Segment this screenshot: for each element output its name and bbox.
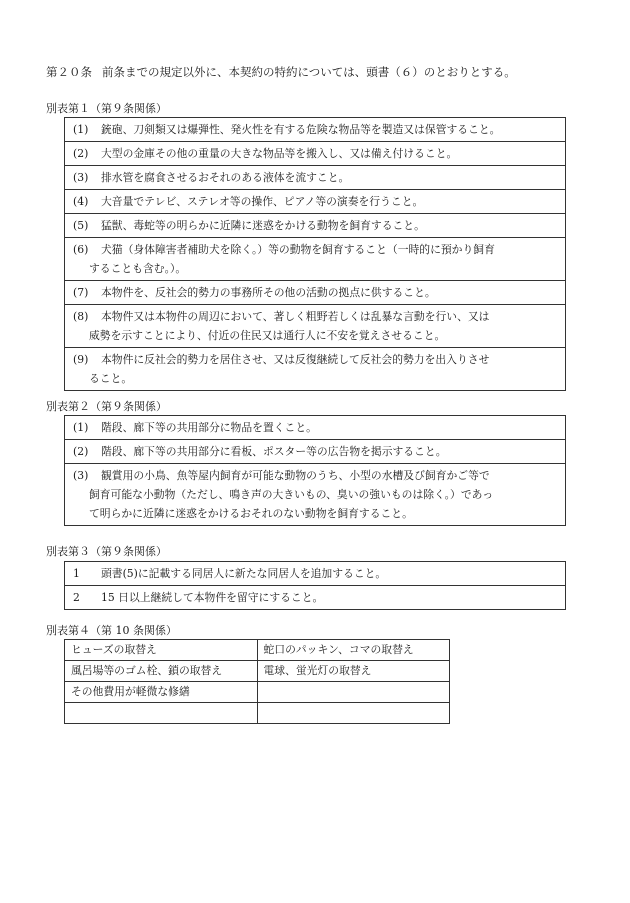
table-cell xyxy=(65,586,566,610)
table-row xyxy=(65,661,450,682)
row-text-line xyxy=(73,466,557,485)
row-text-line xyxy=(73,216,557,235)
table-cell xyxy=(65,190,566,214)
table-row xyxy=(65,281,566,305)
row-text: 威勢を示すことにより、付近の住民又は通行人に不安を覚えさせること。 xyxy=(89,329,446,342)
table-cell xyxy=(65,142,566,166)
row-text: することも含む。）。 xyxy=(89,262,187,275)
row-number: (6) xyxy=(73,243,89,256)
row-text: ること。 xyxy=(89,372,133,385)
row-number: 2 xyxy=(73,591,80,604)
row-text: 排水管を腐食させるおそれのある液体を流すこと。 xyxy=(101,171,350,184)
row-text-line xyxy=(73,418,557,437)
row-number: (1) xyxy=(73,123,89,136)
table3 xyxy=(64,561,566,610)
row-text: 大音量でテレビ、ステレオ等の操作、ピアノ等の演奏を行うこと。 xyxy=(101,195,424,208)
table-cell: 風呂場等のゴム栓、鎖の取替え xyxy=(65,661,258,682)
table-cell: 蛇口のパッキン、コマの取替え xyxy=(257,640,450,661)
table-cell xyxy=(65,348,566,391)
table-cell xyxy=(65,416,566,440)
row-text-line xyxy=(73,504,557,523)
table-cell: その他費用が軽微な修繕 xyxy=(65,682,258,703)
row-text: 銃砲、刀剣類又は爆弾性、発火性を有する危険な物品等を製造又は保管すること。 xyxy=(101,123,501,136)
table4 xyxy=(64,639,450,724)
row-text-line xyxy=(73,240,557,259)
row-text: 頭書(5)に記載する同居人に新たな同居人を追加すること。 xyxy=(101,567,387,580)
table2-title: 別表第２（第９条関係） xyxy=(46,400,167,413)
row-number: 1 xyxy=(73,567,80,580)
row-text: 本物件を、反社会的勢力の事務所その他の活動の拠点に供すること。 xyxy=(101,286,436,299)
row-number: (8) xyxy=(73,310,89,323)
row-text: 階段、廊下等の共用部分に物品を置くこと。 xyxy=(101,421,317,434)
row-text: 本物件又は本物件の周辺において、著しく粗野若しくは乱暴な言動を行い、又は xyxy=(101,310,490,323)
row-number: (5) xyxy=(73,219,89,232)
table3-title: 別表第３（第９条関係） xyxy=(46,545,167,558)
row-number: (2) xyxy=(73,445,89,458)
article-20 xyxy=(46,64,606,80)
row-text: て明らかに近隣に迷惑をかけるおそれのない動物を飼育すること。 xyxy=(89,507,413,520)
table-cell xyxy=(65,214,566,238)
table-row xyxy=(65,416,566,440)
row-text-line xyxy=(73,120,557,139)
table1-title: 別表第１（第９条関係） xyxy=(46,102,167,115)
row-text: 15 日以上継続して本物件を留守にすること。 xyxy=(101,591,324,604)
table-cell xyxy=(65,440,566,464)
row-text-line xyxy=(73,485,557,504)
row-text: 犬猫（身体障害者補助犬を除く。）等の動物を飼育すること（一時的に預かり飼育 xyxy=(101,243,495,256)
table-row xyxy=(65,190,566,214)
table-row xyxy=(65,214,566,238)
row-text-line xyxy=(73,144,557,163)
row-text-line xyxy=(73,350,557,369)
row-text: 観賞用の小鳥、魚等屋内飼育が可能な動物のうち、小型の水槽及び飼育かご等で xyxy=(101,469,490,482)
row-text-line xyxy=(73,259,557,278)
row-text-line xyxy=(73,588,557,607)
row-text-line xyxy=(73,192,557,211)
article-20-label: 第２０条 xyxy=(46,65,92,79)
table-row xyxy=(65,464,566,526)
table-cell xyxy=(65,562,566,586)
table-cell xyxy=(65,166,566,190)
row-text: 猛獣、毒蛇等の明らかに近隣に迷惑をかける動物を飼育すること。 xyxy=(101,219,425,232)
table-row xyxy=(65,305,566,348)
row-text: 飼育可能な小動物（ただし、鳴き声の大きいもの、臭いの強いものは除く。）であっ xyxy=(89,488,494,501)
row-number: (3) xyxy=(73,469,89,482)
row-text-line xyxy=(73,307,557,326)
table-row xyxy=(65,166,566,190)
table-cell xyxy=(257,703,450,724)
row-text: 本物件に反社会的勢力を居住させ、又は反復継続して反社会的勢力を出入りさせ xyxy=(101,353,490,366)
table-cell xyxy=(257,682,450,703)
table-row xyxy=(65,118,566,142)
table-row xyxy=(65,586,566,610)
table-row xyxy=(65,142,566,166)
table-row xyxy=(65,682,450,703)
table-cell xyxy=(65,703,258,724)
row-number: (4) xyxy=(73,195,89,208)
table-row xyxy=(65,562,566,586)
table4-title: 別表第４（第 10 条関係） xyxy=(46,624,177,637)
row-text: 大型の金庫その他の重量の大きな物品等を搬入し、又は備え付けること。 xyxy=(101,147,458,160)
table-row xyxy=(65,238,566,281)
row-text-line xyxy=(73,168,557,187)
table-cell xyxy=(65,238,566,281)
table-cell: ヒューズの取替え xyxy=(65,640,258,661)
row-text-line xyxy=(73,564,557,583)
row-text-line xyxy=(73,442,557,461)
row-text-line xyxy=(73,326,557,345)
row-text-line xyxy=(73,369,557,388)
table-cell xyxy=(65,305,566,348)
row-number: (2) xyxy=(73,147,89,160)
table1 xyxy=(64,117,566,391)
table2 xyxy=(64,415,566,526)
article-20-text: 前条までの規定以外に、本契約の特約については、頭書（６）のとおりとする。 xyxy=(102,65,516,79)
row-number: (1) xyxy=(73,421,89,434)
row-text-line xyxy=(73,283,557,302)
row-number: (3) xyxy=(73,171,89,184)
table-cell xyxy=(65,118,566,142)
table-row xyxy=(65,703,450,724)
row-number: (7) xyxy=(73,286,89,299)
table-row xyxy=(65,440,566,464)
table-cell xyxy=(65,464,566,526)
table-row xyxy=(65,640,450,661)
row-number: (9) xyxy=(73,353,89,366)
row-text: 階段、廊下等の共用部分に看板、ポスター等の広告物を掲示すること。 xyxy=(101,445,447,458)
table-cell xyxy=(65,281,566,305)
table-cell: 電球、蛍光灯の取替え xyxy=(257,661,450,682)
table-row xyxy=(65,348,566,391)
